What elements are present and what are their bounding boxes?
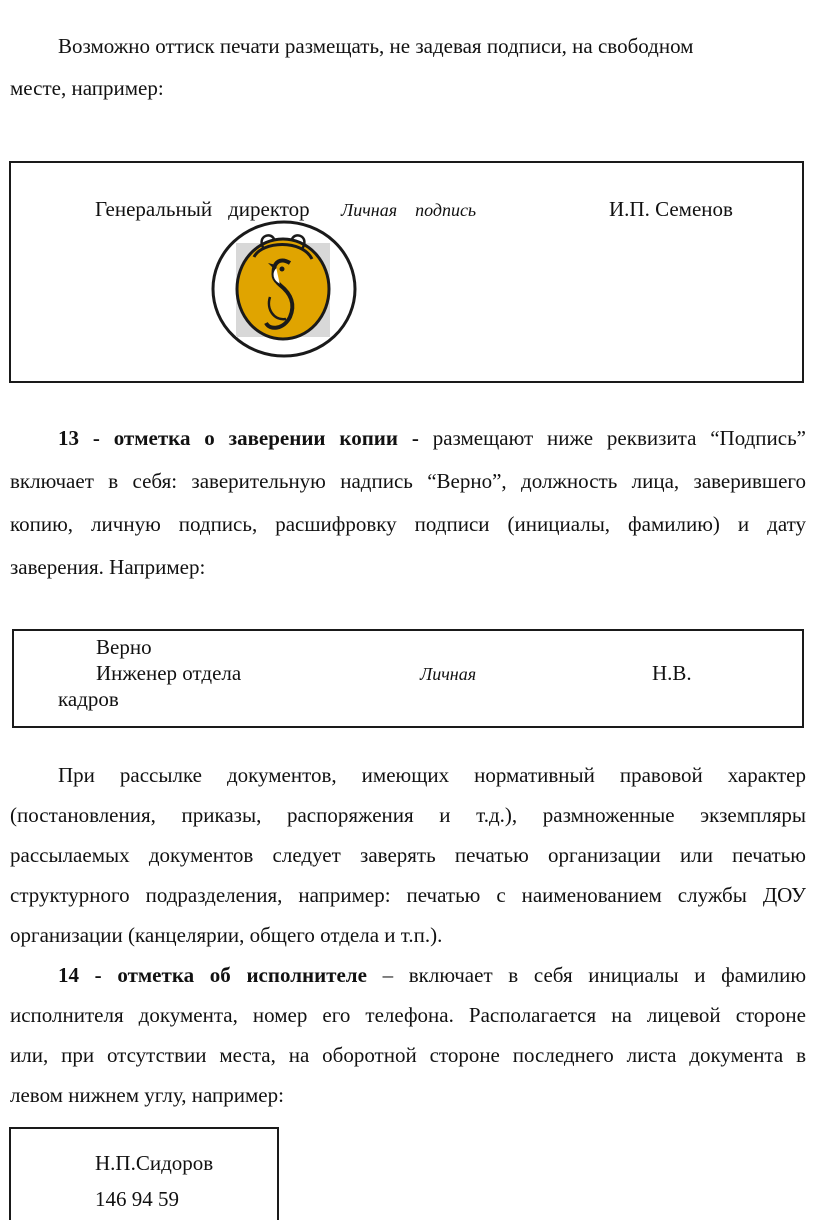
section14-line-1 — [58, 963, 806, 988]
section13-line-1 — [58, 426, 806, 451]
mailing-line-2: (постановления, приказы, распоряжения и т.д.), размноженные экземпляры — [10, 803, 806, 827]
certification-verno: Верно — [96, 635, 152, 659]
section14-line-3: или, при отсутствии места, на оборотной стороне последнего листа документа в — [10, 1043, 806, 1067]
section13-line-4: заверения. Например: — [10, 555, 206, 579]
mailing-line-3: рассылаемых документов следует заверять печатью организации или печатью — [10, 843, 806, 867]
section13-dash-2: - — [411, 426, 419, 450]
executor-phone: 146 94 59 — [95, 1187, 179, 1211]
section13-term: отметка о заверении копии — [113, 426, 399, 450]
section13-line-3: копию, личную подпись, расшифровку подписи (инициалы, фамилию) и дату — [10, 512, 806, 536]
section13-line-1-rest: размещают ниже реквизита “Подпись” — [432, 426, 806, 450]
section14-number: 14 — [58, 963, 79, 987]
certification-signature: Личная — [420, 664, 477, 684]
signature-word-2: подпись — [415, 200, 477, 220]
mailing-line-4: структурного подразделения, например: печатью с наименованием службы ДОУ — [10, 883, 806, 907]
certification-position-line-1: Инженер отдела — [96, 661, 242, 685]
signature-placeholder — [341, 200, 476, 221]
section14-line-1-rest: – включает в себя инициалы и фамилию — [382, 963, 807, 987]
signature-word-1: Личная — [341, 200, 398, 220]
section14-term: отметка об исполнителе — [117, 963, 367, 987]
intro-line-1: Возможно оттиск печати размещать, не задевая подписи, на свободном — [58, 34, 694, 58]
mailing-line-1: При рассылке документов, имеющих нормативный правовой характер — [58, 763, 806, 787]
section13-number: 13 — [58, 426, 79, 450]
intro-line-2: месте, например: — [10, 76, 164, 100]
certification-example-box — [12, 629, 804, 728]
position-word-2: директор — [228, 197, 310, 221]
certification-position-line-2: кадров — [58, 687, 119, 711]
signature-name: И.П. Семенов — [609, 197, 733, 221]
section14-line-4: левом нижнем углу, например: — [10, 1083, 284, 1107]
section14-line-2: исполнителя документа, номер его телефона. Располагается на лицевой стороне — [10, 1003, 806, 1027]
executor-example-box — [9, 1127, 279, 1220]
section14-dash: - — [94, 963, 102, 987]
certification-name: Н.В. — [652, 661, 692, 685]
signature-example-box — [9, 161, 804, 383]
organization-stamp — [210, 219, 358, 359]
mailing-line-5: организации (канцелярии, общего отдела и т.п.). — [10, 923, 443, 947]
executor-name: Н.П.Сидоров — [95, 1151, 214, 1175]
section13-dash: - — [92, 426, 100, 450]
position-word-1: Генеральный — [95, 197, 213, 221]
section13-line-2: включает в себя: заверительную надпись “Верно”, должность лица, заверившего — [10, 469, 806, 493]
